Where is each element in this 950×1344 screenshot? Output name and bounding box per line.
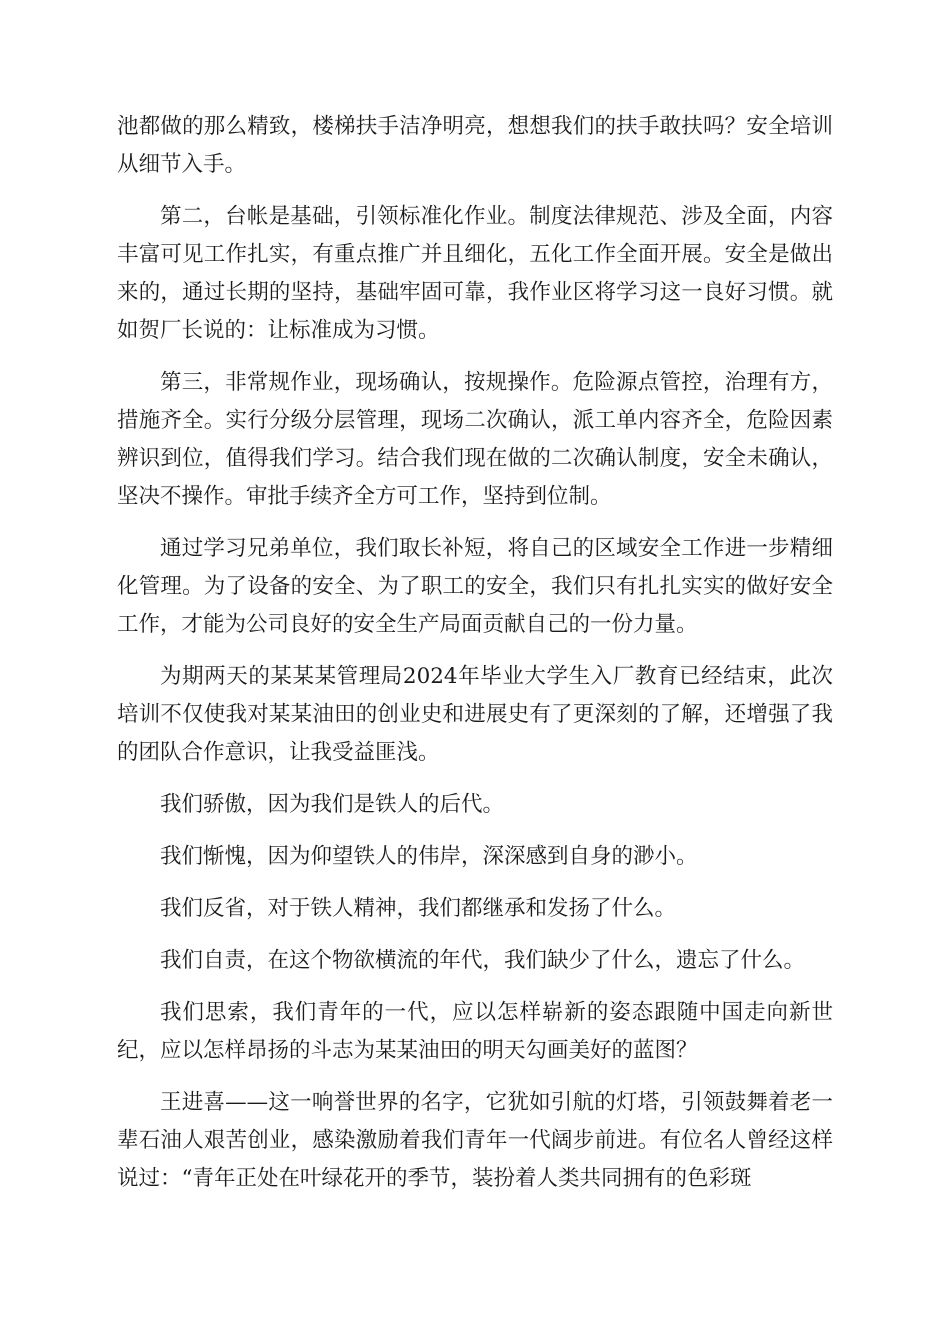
paragraph-wang-jinxi: 王进喜——这一响誉世界的名字，它犹如引航的灯塔，引领鼓舞着老一辈石油人艰苦创业，感染激励着我们青年一代阔步前进。有位名人曾经这样说过：“青年正处在叶绿花开的季节，装扮着人类共同拥有的色彩斑 — [117, 1090, 833, 1191]
paragraph-training-intro: 为期两天的某某某管理局2024年毕业大学生入厂教育已经结束，此次培训不仅使我对某某油田的创业史和进展史有了更深刻的了解，还增强了我的团队合作意识，让我受益匪浅。 — [117, 664, 833, 765]
paragraph-nonroutine-work: 第三，非常规作业，现场确认，按规操作。危险源点管控，治理有方，措施齐全。实行分级分层管理，现场二次确认，派工单内容齐全，危险因素辨识到位，值得我们学习。结合我们现在做的二次确认制度，安全未确认，坚决不操作。审批手续齐全方可工作，坚持到位制。 — [117, 370, 833, 509]
paragraph-ashamed: 我们惭愧，因为仰望铁人的伟岸，深深感到自身的渺小。 — [160, 844, 698, 869]
paragraph-self-blame: 我们自责，在这个物欲横流的年代，我们缺少了什么，遗忘了什么。 — [160, 948, 806, 973]
paragraph-continued: 池都做的那么精致，楼梯扶手洁净明亮，想想我们的扶手敢扶吗？安全培训从细节入手。 — [117, 114, 833, 177]
paragraph-ponder: 我们思索，我们青年的一代，应以怎样崭新的姿态跟随中国走向新世纪，应以怎样昂扬的斗志为某某油田的明天勾画美好的蓝图？ — [117, 1000, 833, 1063]
paragraph-ledger-basis: 第二，台帐是基础，引领标准化作业。制度法律规范、涉及全面，内容丰富可见工作扎实，有重点推广并且细化，五化工作全面开展。安全是做出来的，通过长期的坚持，基础牢固可靠，我作业区将学习这一良好习惯。就如贺厂长说的：让标准成为习惯。 — [117, 204, 833, 343]
paragraph-proud: 我们骄傲，因为我们是铁人的后代。 — [160, 792, 505, 817]
paragraph-learning-summary: 通过学习兄弟单位，我们取长补短，将自己的区域安全工作进一步精细化管理。为了设备的安全、为了职工的安全，我们只有扎扎实实的做好安全工作，才能为公司良好的安全生产局面贡献自己的一份力量。 — [117, 536, 833, 637]
paragraph-reflect: 我们反省，对于铁人精神，我们都继承和发扬了什么。 — [160, 896, 677, 921]
document-body — [117, 108, 833, 1212]
